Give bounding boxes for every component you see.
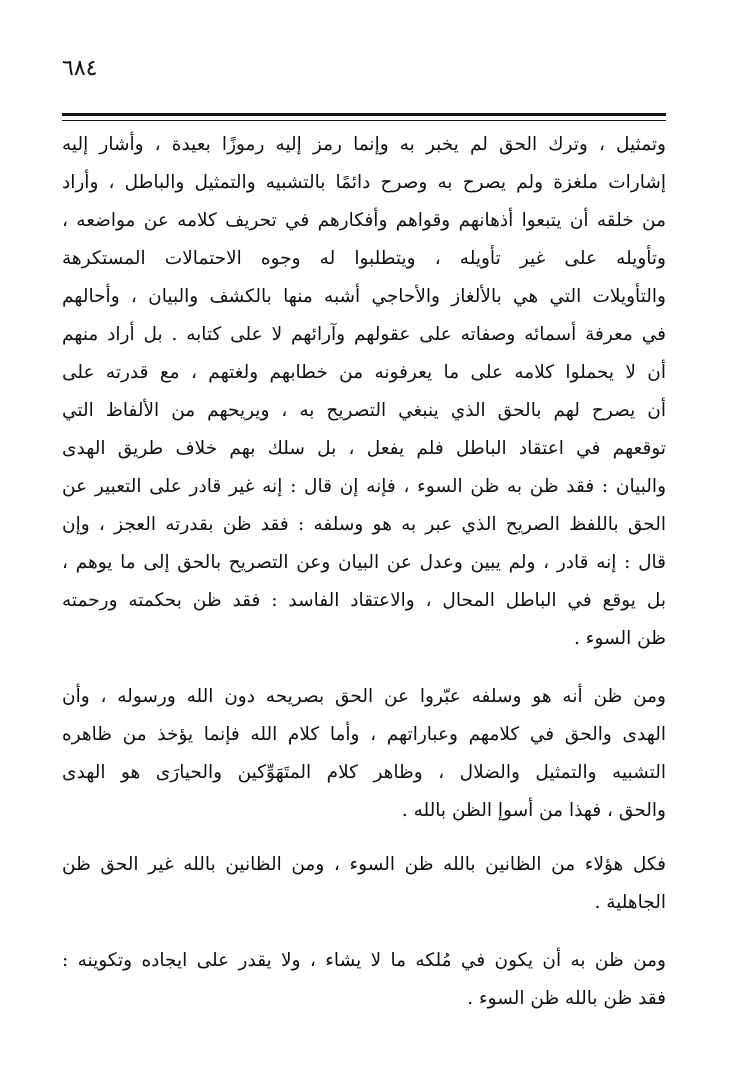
text-line: ومن ظن أنه هو وسلفه عبّروا عن الحق بصريحه دون الله ورسوله ، وأن (62, 686, 666, 707)
paragraph-3 (62, 846, 666, 922)
text-line: بل يوقع في الباطل المحال ، والاعتقاد الفاسد : فقد ظن بحكمته ورحمته (62, 590, 666, 611)
text-line: أن لا يحملوا كلامه على ما يعرفونه من خطابهم ولغتهم ، مع قدرته على (62, 362, 666, 383)
text-line: من خلقه أن يتبعوا أذهانهم وقواهم وأفكارهم في تحريف كلامه عن مواضعه ، (62, 210, 666, 231)
text-line: فقد ظن بالله ظن السوء . (467, 988, 666, 1009)
header-rule-thin (62, 120, 666, 121)
text-line: والتأويلات التي هي بالألغاز والأحاجي أشبه منها بالكشف والبيان ، وأحالهم (62, 286, 666, 307)
text-line: في معرفة أسمائه وصفاته على عقولهم وآرائهم لا على كتابه . بل أراد منهم (62, 324, 666, 345)
text-line: والبيان : فقد ظن به ظن السوء ، فإنه إن قال : إنه غير قادر على التعبير عن (62, 476, 666, 497)
text-line: قال : إنه قادر ، ولم يبين وعدل عن البيان وعن التصريح بالحق إلى ما يوهم ، (62, 552, 666, 573)
text-line: أن يصرح لهم بالحق الذي ينبغي التصريح به ، ويريحهم من الألفاظ التي (62, 400, 666, 421)
text-line: فكل هؤلاء من الظانين بالله ظن السوء ، ومن الظانين بالله غير الحق ظن (62, 854, 666, 875)
text-line: والحق ، فهذا من أسوإ الظن بالله . (401, 800, 666, 821)
text-line: ومن ظن به أن يكون في مُلكه ما لا يشاء ، ولا يقدر على ايجاده وتكوينه : (62, 950, 666, 971)
header-rule-thick (62, 113, 666, 116)
paragraph-2 (62, 678, 666, 830)
paragraph-4 (62, 942, 666, 1018)
text-line: الحق باللفظ الصريح الذي عبر به هو وسلفه : فقد ظن بقدرته العجز ، وإن (62, 514, 666, 535)
text-line: الجاهلية . (594, 892, 666, 913)
text-line: وتمثيل ، وترك الحق لم يخبر به وإنما رمز إليه رموزًا بعيدة ، وأشار إليه (62, 134, 666, 155)
text-line: الهدى والحق في كلامهم وعباراتهم ، وأما كلام الله فإنما يؤخذ من ظاهره (62, 724, 666, 745)
text-line: توقعهم في اعتقاد الباطل فلم يفعل ، بل سلك بهم خلاف طريق الهدى (62, 438, 666, 459)
paragraph-1 (62, 126, 666, 658)
text-line: إشارات ملغزة ولم يصرح به وصرح دائمًا بالتشبيه والتمثيل والباطل ، وأراد (62, 172, 666, 193)
page-number: ٦٨٤ (62, 56, 98, 81)
page-body (62, 126, 666, 1018)
text-line: وتأويله على غير تأويله ، ويتطلبوا له وجوه الاحتمالات المستكرهة (62, 248, 666, 269)
text-line: التشبيه والتمثيل والضلال ، وظاهر كلام المتَهَوِّكين والحيارَى هو الهدى (62, 762, 666, 783)
text-line: ظن السوء . (574, 628, 666, 649)
